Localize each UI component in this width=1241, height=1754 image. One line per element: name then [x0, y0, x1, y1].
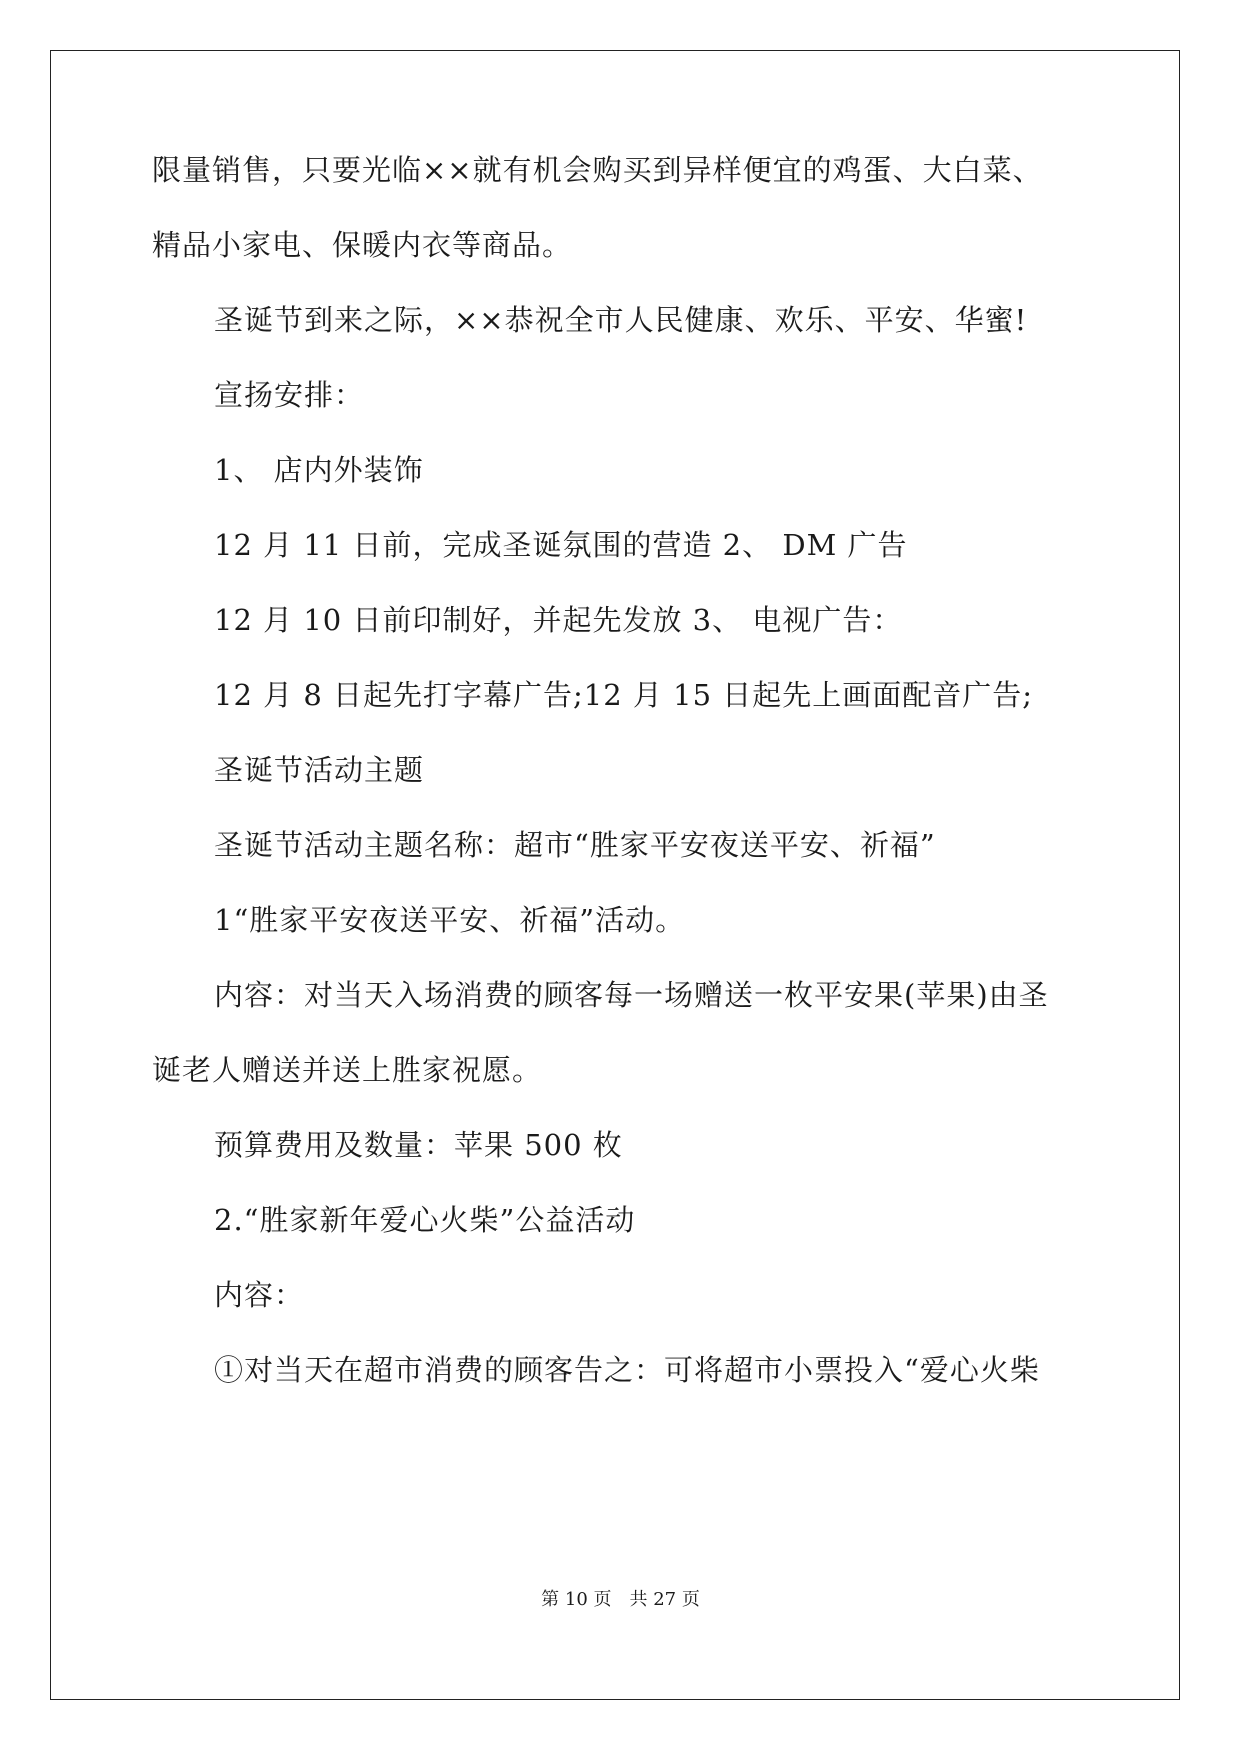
text-line: 诞老人赠送并送上胜家祝愿。 — [152, 1053, 543, 1087]
text-line: 预算费用及数量：苹果 500 枚 — [214, 1128, 623, 1162]
text-line: 圣诞节活动主题名称：超市“胜家平安夜送平安、祈福” — [214, 828, 936, 862]
text-line: 1“胜家平安夜送平安、祈福”活动。 — [214, 903, 686, 937]
text-line: 内容： — [214, 1278, 305, 1312]
text-line: 内容：对当天入场消费的顾客每一场赠送一枚平安果(苹果)由圣 — [214, 978, 1049, 1012]
page-border — [50, 50, 1180, 1700]
text-line: 限量销售，只要光临××就有机会购买到异样便宜的鸡蛋、大白菜、 — [152, 153, 1043, 187]
text-line: 12 月 8 日起先打字幕广告;12 月 15 日起先上画面配音广告; — [214, 678, 1034, 712]
text-line: 12 月 11 日前，完成圣诞氛围的营造 2、 DM 广告 — [214, 528, 908, 562]
text-line: 精品小家电、保暖内衣等商品。 — [152, 228, 573, 262]
text-line: 宣扬安排： — [214, 378, 365, 412]
text-line: 12 月 10 日前印制好，并起先发放 3、 电视广告： — [214, 603, 903, 637]
page-number-footer: 第 10 页 共 27 页 — [541, 1589, 700, 1610]
text-line: 圣诞节到来之际，××恭祝全市人民健康、欢乐、平安、华蜜! — [214, 303, 1028, 337]
text-line: 2.“胜家新年爱心火柴”公益活动 — [214, 1203, 636, 1237]
text-line: ①对当天在超市消费的顾客告之：可将超市小票投入“爱心火柴 — [214, 1353, 1040, 1387]
text-line: 1、 店内外装饰 — [214, 453, 424, 487]
text-line: 圣诞节活动主题 — [214, 753, 425, 787]
